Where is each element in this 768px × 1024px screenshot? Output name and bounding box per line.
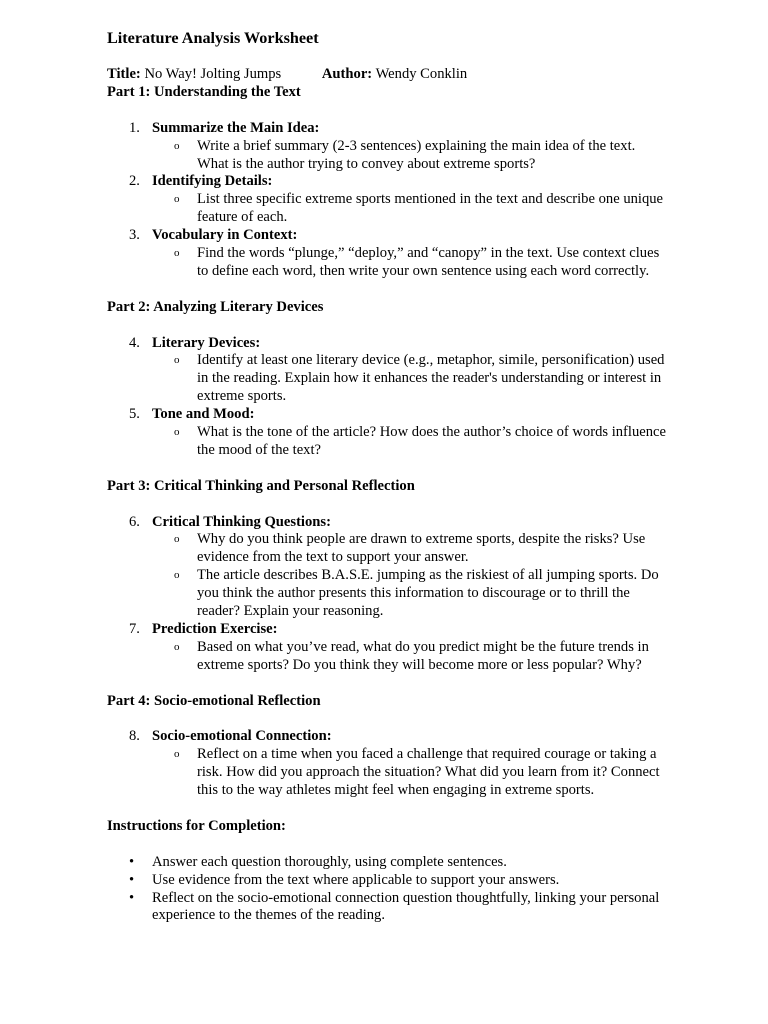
sub-item (152, 424, 667, 460)
circle-bullet-icon: o (174, 569, 180, 582)
bullet-icon: • (129, 889, 135, 906)
part-1-questions (107, 120, 768, 281)
question-number: 2. (129, 173, 140, 190)
sub-item (152, 245, 667, 281)
sub-text: Why do you think people are drawn to extreme sports, despite the risks? Use evidence from the text to support your answer. (197, 531, 646, 566)
question-title: Summarize the Main Idea: (152, 119, 320, 136)
part-2-questions (107, 335, 768, 460)
question-item (107, 406, 768, 460)
question-number: 4. (129, 334, 140, 351)
question-item (107, 120, 768, 174)
author-label: Author: (321, 66, 373, 82)
question-title: Tone and Mood: (152, 406, 255, 423)
question-number: 5. (129, 406, 140, 423)
question-number: 7. (129, 621, 140, 638)
part-1-heading: Part 1: Understanding the Text (107, 83, 301, 100)
part-3-heading: Part 3: Critical Thinking and Personal Reflection (107, 477, 415, 494)
question-title: Literary Devices: (152, 334, 261, 351)
sub-text: Identify at least one literary device (e.g., metaphor, simile, personification) used in the reading. Explain how it enhances the reader's understanding or interest in extreme sports. (197, 352, 665, 405)
question-item (107, 621, 768, 675)
sub-text: Based on what you’ve read, what do you predict might be the future trends in extreme sports? Do you think they will become more or less popular? Why? (197, 638, 649, 673)
question-item (107, 335, 768, 407)
instruction-item (107, 854, 672, 872)
part-2-heading: Part 2: Analyzing Literary Devices (107, 298, 324, 315)
sub-item (152, 531, 667, 567)
instruction-text: Use evidence from the text where applicable to support your answers. (152, 871, 560, 888)
question-title: Prediction Exercise: (152, 621, 278, 638)
circle-bullet-icon: o (174, 426, 180, 439)
part-4-questions (107, 728, 768, 800)
question-title: Vocabulary in Context: (152, 227, 298, 244)
circle-bullet-icon: o (174, 354, 180, 367)
sub-text: Find the words “plunge,” “deploy,” and “canopy” in the text. Use context clues to define each word, then write your own sentence using each word correctly. (197, 245, 660, 279)
question-number: 6. (129, 513, 140, 530)
author-value: Wendy Conklin (375, 66, 468, 82)
instructions-list (107, 854, 768, 926)
sub-text: What is the tone of the article? How does the author’s choice of words influence the mood of the text? (197, 424, 667, 458)
sub-item (152, 191, 667, 227)
title-value: No Way! Jolting Jumps (144, 66, 282, 82)
sub-item (152, 639, 667, 675)
title-label: Title: (107, 66, 141, 82)
sub-item (152, 138, 667, 174)
question-item (107, 728, 768, 800)
sub-item (152, 352, 667, 406)
question-number: 8. (129, 728, 140, 745)
instruction-item (107, 890, 672, 926)
sub-text: List three specific extreme sports mentioned in the text and describe one unique feature of each. (197, 191, 664, 226)
bullet-icon: • (129, 871, 135, 888)
sub-text: Reflect on a time when you faced a challenge that required courage or taking a risk. How did you approach the situation? What did you learn from it? Connect this to the way athletes might feel when engaging in extreme sports. (197, 746, 660, 799)
sub-item (152, 746, 667, 800)
circle-bullet-icon: o (174, 139, 180, 152)
circle-bullet-icon: o (174, 640, 180, 653)
instructions-heading: Instructions for Completion: (107, 817, 286, 834)
meta-line (107, 66, 768, 84)
sub-text: Write a brief summary (2-3 sentences) explaining the main idea of the text. What is the author trying to convey about extreme sports? (197, 137, 636, 172)
part-4-heading: Part 4: Socio-emotional Reflection (107, 692, 321, 709)
instruction-text: Reflect on the socio-emotional connection question thoughtfully, linking your personal experience to the themes of the reading. (152, 889, 660, 924)
instruction-item (107, 872, 672, 890)
circle-bullet-icon: o (174, 533, 180, 546)
question-number: 1. (129, 119, 140, 136)
question-title: Critical Thinking Questions: (152, 513, 331, 530)
instruction-text: Answer each question thoroughly, using complete sentences. (152, 853, 507, 870)
bullet-icon: • (129, 853, 135, 870)
sub-text: The article describes B.A.S.E. jumping as the riskiest of all jumping sports. Do you think the author presents this information to discourage or to thrill the reader? Explain your reasoning. (197, 567, 659, 620)
circle-bullet-icon: o (174, 748, 180, 761)
question-item (107, 514, 768, 621)
sub-item (152, 567, 667, 621)
question-title: Identifying Details: (152, 173, 273, 190)
circle-bullet-icon: o (174, 247, 180, 260)
question-number: 3. (129, 227, 140, 244)
part-3-questions (107, 514, 768, 675)
author-block (322, 66, 467, 82)
question-item (107, 173, 768, 227)
question-item (107, 227, 768, 281)
circle-bullet-icon: o (174, 193, 180, 206)
question-title: Socio-emotional Connection: (152, 728, 332, 745)
document-title: Literature Analysis Worksheet (107, 29, 319, 47)
